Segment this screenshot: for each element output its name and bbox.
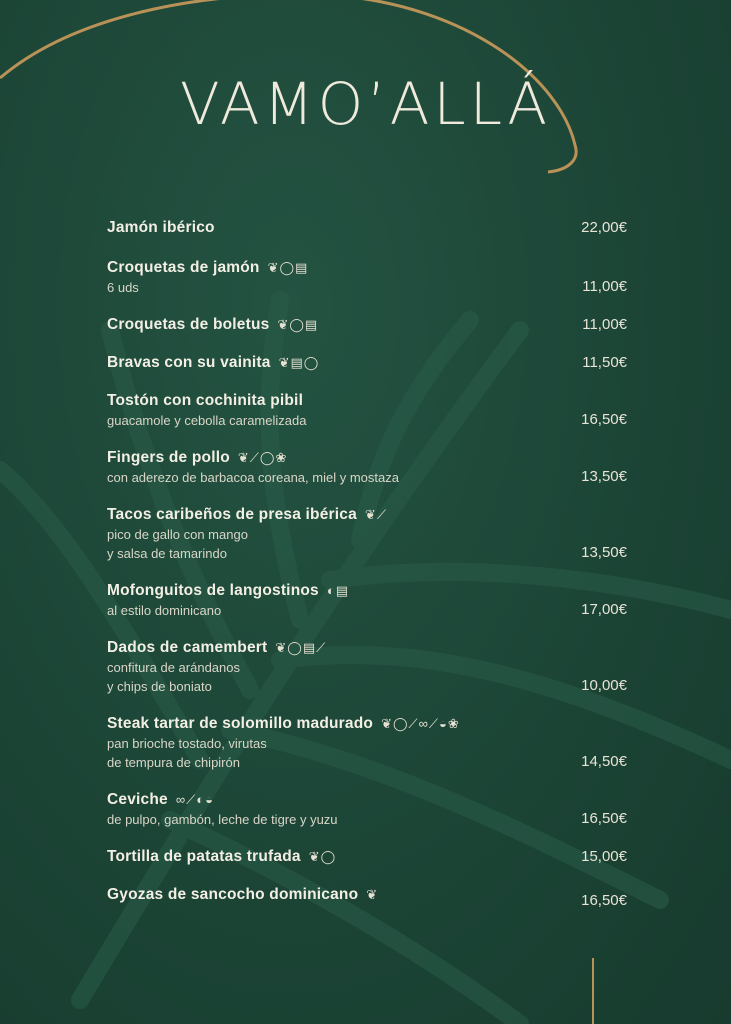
item-description: con aderezo de barbacoa coreana, miel y mostaza xyxy=(107,470,399,485)
allergen-icons: ◐▤ xyxy=(326,583,349,598)
item-name: Tostón con cochinita pibil xyxy=(107,392,304,409)
menu-item-croquetas-boletus xyxy=(107,315,627,335)
item-description: de pulpo, gambón, leche de tigre y yuzu xyxy=(107,812,338,827)
item-price: 15,00€ xyxy=(581,848,627,865)
menu-item-bravas xyxy=(107,353,627,373)
item-description: guacamole y cebolla caramelizada xyxy=(107,413,307,428)
item-name: Gyozas de sancocho dominicano ❦ xyxy=(107,886,379,903)
item-price: 10,00€ xyxy=(581,677,627,694)
allergen-icons: ❦◯ xyxy=(308,849,337,864)
item-name: Bravas con su vainita ❦▤◯ xyxy=(107,354,320,371)
item-price: 11,50€ xyxy=(582,354,627,371)
menu-item-toston xyxy=(107,391,627,430)
allergen-icons: ❦ xyxy=(366,887,379,902)
gold-line-decoration xyxy=(592,958,594,1024)
item-description: 6 uds xyxy=(107,280,139,295)
item-name: Fingers de pollo ❦⟋◯❀ xyxy=(107,449,288,466)
menu-item-mofonguitos xyxy=(107,581,627,620)
item-description: al estilo dominicano xyxy=(107,603,222,618)
allergen-icons: ∞⟋◐◒ xyxy=(175,792,214,807)
item-price: 11,00€ xyxy=(582,278,627,295)
item-description-2: y salsa de tamarindo xyxy=(107,546,227,561)
item-price: 17,00€ xyxy=(581,601,627,618)
item-name: Steak tartar de solomillo madurado ❦◯⟋∞⟋◒❀ xyxy=(107,715,460,732)
menu-item-gyozas xyxy=(107,885,627,909)
menu-item-camembert xyxy=(107,638,627,696)
menu-item-jamon-iberico xyxy=(107,218,627,238)
allergen-icons: ❦◯▤ xyxy=(267,260,309,275)
item-price: 13,50€ xyxy=(581,468,627,485)
allergen-icons: ❦⟋ xyxy=(364,507,387,522)
allergen-icons: ❦▤◯ xyxy=(278,355,320,370)
item-name: Ceviche ∞⟋◐◒ xyxy=(107,791,214,808)
item-price: 16,50€ xyxy=(581,411,627,428)
item-price: 14,50€ xyxy=(581,753,627,770)
allergen-icons: ❦◯▤ xyxy=(277,317,319,332)
item-price: 13,50€ xyxy=(581,544,627,561)
menu-item-tortilla xyxy=(107,847,627,867)
item-name: Tacos caribeños de presa ibérica ❦⟋ xyxy=(107,506,387,523)
allergen-icons: ❦⟋◯❀ xyxy=(237,450,288,465)
item-price: 16,50€ xyxy=(581,810,627,827)
item-description: confitura de arándanos xyxy=(107,660,240,675)
item-name: Croquetas de jamón ❦◯▤ xyxy=(107,259,309,276)
menu-item-tacos xyxy=(107,505,627,563)
item-name: Dados de camembert ❦◯▤⟋ xyxy=(107,639,327,656)
item-name: Tortilla de patatas trufada ❦◯ xyxy=(107,848,337,865)
menu-item-fingers-pollo xyxy=(107,448,627,487)
item-name: Croquetas de boletus ❦◯▤ xyxy=(107,316,319,333)
item-description-2: de tempura de chipirón xyxy=(107,755,240,770)
item-name: Mofonguitos de langostinos ◐▤ xyxy=(107,582,349,599)
allergen-icons: ❦◯▤⟋ xyxy=(275,640,327,655)
menu-item-ceviche xyxy=(107,790,627,829)
item-price: 22,00€ xyxy=(581,219,627,236)
menu-item-croquetas-jamon xyxy=(107,258,627,297)
item-name: Jamón ibérico xyxy=(107,219,215,236)
item-price: 16,50€ xyxy=(581,892,627,909)
menu-list xyxy=(107,218,627,909)
item-description-2: y chips de boniato xyxy=(107,679,212,694)
menu-item-steak-tartar xyxy=(107,714,627,772)
allergen-icons: ❦◯⟋∞⟋◒❀ xyxy=(381,716,460,731)
item-description: pico de gallo con mango xyxy=(107,527,248,542)
restaurant-title: VAMO’ALLÁ xyxy=(179,70,552,138)
item-price: 11,00€ xyxy=(582,316,627,333)
item-description: pan brioche tostado, virutas xyxy=(107,736,267,751)
